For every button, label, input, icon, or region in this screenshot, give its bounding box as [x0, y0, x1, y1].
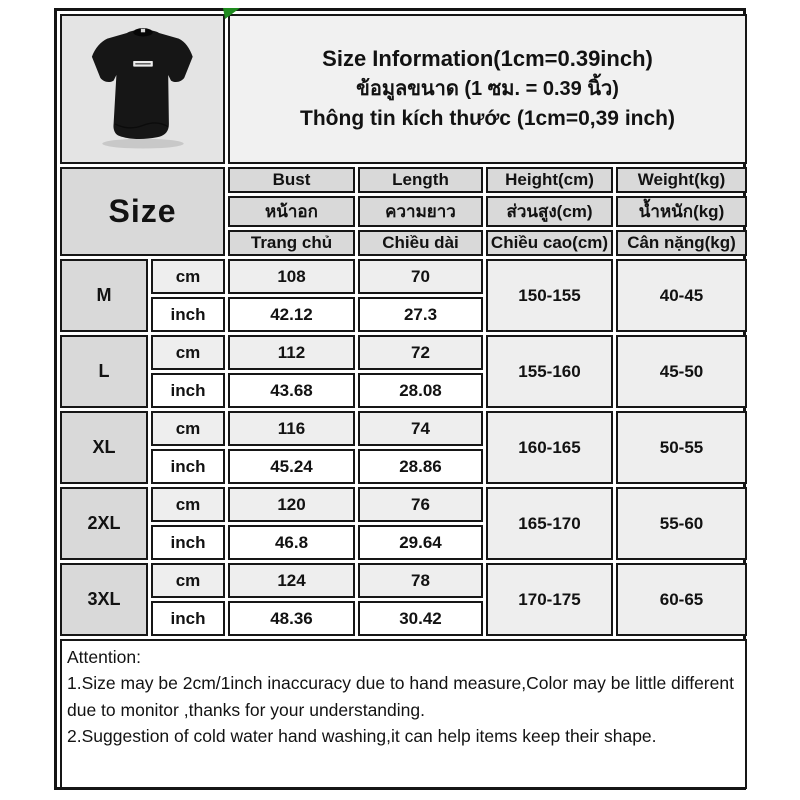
header-height-vi: Chiều cao(cm) [486, 230, 613, 256]
cell-weight-range: 50-55 [616, 411, 747, 484]
size-column-header: Size [60, 167, 225, 256]
cell-length-cm: 70 [358, 259, 483, 294]
size-chart-sheet [54, 8, 746, 790]
tshirt-image [62, 16, 223, 162]
title-thai: ข้อมูลขนาด (1 ซม. = 0.39 นิ้ว) [356, 78, 619, 101]
cell-bust-inch: 42.12 [228, 297, 355, 332]
cell-length-inch: 27.3 [358, 297, 483, 332]
cell-weight-range: 60-65 [616, 563, 747, 636]
cell-bust-cm: 108 [228, 259, 355, 294]
cell-weight-range: 55-60 [616, 487, 747, 560]
cell-height-range: 150-155 [486, 259, 613, 332]
header-weight-en: Weight(kg) [616, 167, 747, 193]
size-row-label: XL [60, 411, 148, 484]
header-bust-en: Bust [228, 167, 355, 193]
header-height-en: Height(cm) [486, 167, 613, 193]
unit-inch-label: inch [151, 601, 225, 636]
cell-height-range: 165-170 [486, 487, 613, 560]
cell-length-inch: 30.42 [358, 601, 483, 636]
black-tshirt-graphic [73, 19, 213, 159]
cell-length-cm: 74 [358, 411, 483, 446]
cell-height-range: 155-160 [486, 335, 613, 408]
cell-bust-inch: 48.36 [228, 601, 355, 636]
header-height-th: ส่วนสูง(cm) [486, 196, 613, 227]
cell-length-cm: 76 [358, 487, 483, 522]
header-weight-vi: Cân nặng(kg) [616, 230, 747, 256]
cell-bust-cm: 120 [228, 487, 355, 522]
header-length-en: Length [358, 167, 483, 193]
size-row-label: 2XL [60, 487, 148, 560]
title-vietnamese: Thông tin kích thước (1cm=0,39 inch) [300, 107, 675, 131]
cell-bust-inch: 45.24 [228, 449, 355, 484]
header-weight-th: น้ำหนัก(kg) [616, 196, 747, 227]
size-row-label: 3XL [60, 563, 148, 636]
unit-inch-label: inch [151, 525, 225, 560]
attention-notes [60, 639, 747, 789]
unit-inch-label: inch [151, 449, 225, 484]
cell-bust-inch: 46.8 [228, 525, 355, 560]
cell-weight-range: 45-50 [616, 335, 747, 408]
header-bust-th: หน้าอก [228, 196, 355, 227]
header-length-vi: Chiều dài [358, 230, 483, 256]
attention-heading: Attention: [67, 647, 141, 667]
cell-length-inch: 29.64 [358, 525, 483, 560]
cell-bust-inch: 43.68 [228, 373, 355, 408]
unit-inch-label: inch [151, 373, 225, 408]
cell-bust-cm: 124 [228, 563, 355, 598]
unit-cm-label: cm [151, 487, 225, 522]
unit-cm-label: cm [151, 411, 225, 446]
title-english: Size Information(1cm=0.39inch) [322, 46, 653, 72]
header-bust-vi: Trang chủ [228, 230, 355, 256]
size-info-title-block [228, 14, 747, 164]
unit-cm-label: cm [151, 563, 225, 598]
size-table [57, 11, 750, 792]
cell-length-cm: 78 [358, 563, 483, 598]
cell-height-range: 170-175 [486, 563, 613, 636]
unit-cm-label: cm [151, 259, 225, 294]
cell-height-range: 160-165 [486, 411, 613, 484]
attention-note-2: 2.Suggestion of cold water hand washing,it can help items keep their shape. [67, 725, 657, 746]
attention-note-1: 1.Size may be 2cm/1inch inaccuracy due to hand measure,Color may be little different due to monitor ,thanks for your understanding. [67, 673, 734, 720]
size-row-label: L [60, 335, 148, 408]
cell-weight-range: 40-45 [616, 259, 747, 332]
product-photo-cell [60, 14, 225, 164]
unit-inch-label: inch [151, 297, 225, 332]
cell-bust-cm: 112 [228, 335, 355, 370]
cell-length-inch: 28.86 [358, 449, 483, 484]
cell-length-cm: 72 [358, 335, 483, 370]
cell-length-inch: 28.08 [358, 373, 483, 408]
cell-bust-cm: 116 [228, 411, 355, 446]
size-row-label: M [60, 259, 148, 332]
unit-cm-label: cm [151, 335, 225, 370]
header-length-th: ความยาว [358, 196, 483, 227]
